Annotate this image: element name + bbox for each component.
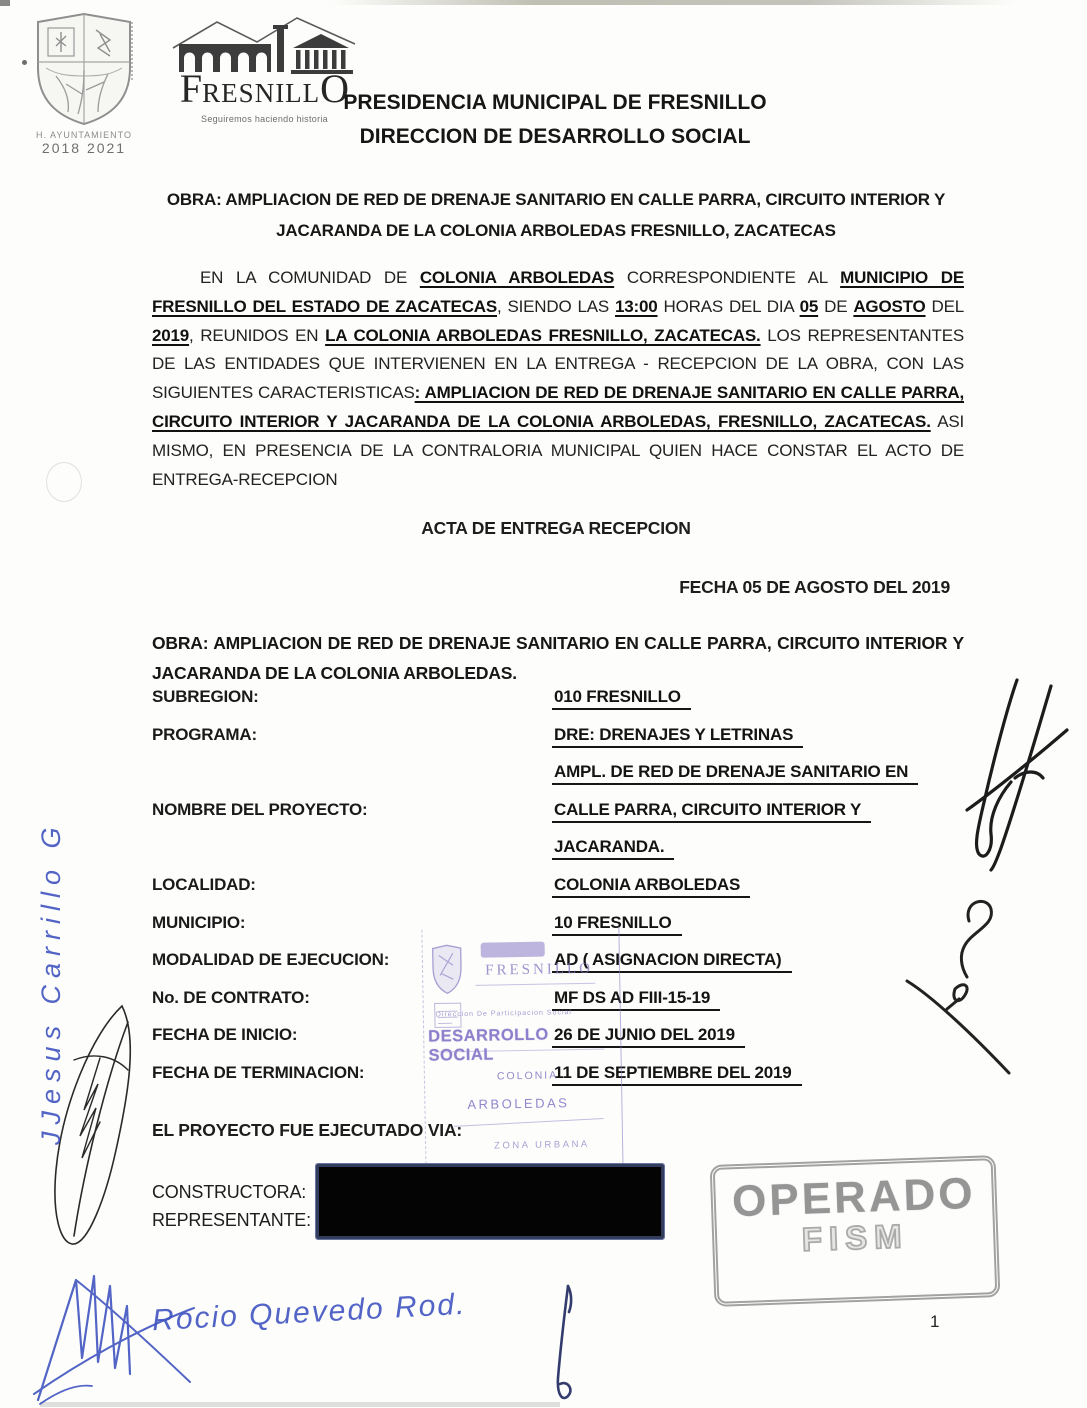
paragraph-segment: LA COLONIA ARBOLEDAS FRESNILLO, ZACATECAS. (325, 325, 761, 345)
paragraph-segment: MUNICIPIO DE FRESNILLO DEL ESTADO DE ZACATECAS (152, 268, 964, 316)
field-label: MUNICIPIO: (152, 912, 246, 932)
paragraph-segment: , REUNIDOS EN (189, 325, 326, 345)
field-label: PROGRAMA: (152, 724, 257, 744)
field-label: LOCALIDAD: (152, 874, 256, 894)
field-value: COLONIA ARBOLEDAS (552, 875, 750, 898)
acta-title: ACTA DE ENTREGA RECEPCION (421, 518, 691, 538)
paragraph-segment: , SIENDO LAS (496, 296, 616, 316)
field-value: JACARANDA. (552, 837, 674, 860)
stamp-crest-icon (429, 941, 467, 1034)
wordmark-initial: F (179, 66, 203, 111)
representante-label: REPRESENTANTE: (152, 1210, 311, 1230)
field-value: 11 DE SEPTIEMBRE DEL 2019 (552, 1063, 802, 1086)
signature-right-lower (903, 893, 1013, 1078)
field-label: MODALIDAD DE EJECUCION: (152, 950, 390, 970)
paragraph-segment: LOS REPRESENTANTES DE LAS ENTIDADES QUE INTERVIENEN EN LA ENTREGA - RECEPCION DE LA OBRA, CON LAS SIGUIENTES CARACTERISTICAS (152, 325, 964, 403)
operado-stamp-word: OPERADO (731, 1168, 977, 1227)
field-value: AD ( ASIGNACION DIRECTA) (552, 950, 792, 973)
stamp-department: DESARROLLO SOCIAL (428, 1025, 549, 1065)
field-label: FECHA DE INICIO: (152, 1025, 298, 1045)
field-value: 26 DE JUNIO DEL 2019 (552, 1025, 745, 1048)
scan-artifact-top (330, 0, 1015, 5)
scan-artifact-ring (46, 462, 82, 502)
title-line-1: PRESIDENCIA MUNICIPAL DE FRESNILLO (343, 91, 767, 114)
obra-paragraph: OBRA: AMPLIACION DE RED DE DRENAJE SANITARIO EN CALLE PARRA, CIRCUITO INTERIOR Y JACARANDA DE LA COLONIA ARBOLEDAS. (152, 633, 964, 683)
field-row (152, 837, 982, 875)
stamp-org-row (469, 946, 610, 979)
field-row (152, 875, 982, 913)
paragraph-segment: AGOSTO (853, 296, 926, 316)
operado-fism-stamp (710, 1155, 1001, 1307)
field-label: No. DE CONTRATO: (152, 987, 310, 1007)
field-value: MF DS AD FIII-15-19 (552, 988, 720, 1011)
crest-caption: H. AYUNTAMIENTO (35, 130, 132, 140)
crest-caption-years: 2018 2021 (41, 140, 127, 156)
stamp-arboledas: ARBOLEDAS (467, 1095, 570, 1112)
municipal-crest-block (26, 10, 142, 156)
field-label: SUBREGION: (152, 687, 259, 706)
paragraph-segment: HORAS DEL DIA (657, 296, 800, 316)
wordmark-body: RESNILL (202, 78, 321, 108)
field-label: FECHA DE TERMINACION: (152, 1062, 365, 1082)
signature-right-upper (955, 678, 1070, 873)
handwritten-bottom-name: Rocio Quevedo Rod. (151, 1287, 468, 1338)
field-value: AMPL. DE RED DE DRENAJE SANITARIO EN (552, 762, 918, 785)
paragraph-segment: EN LA COMUNIDAD DE (200, 268, 420, 287)
signature-vertical-stroke (532, 1282, 587, 1407)
constructora-label: CONSTRUCTORA: (152, 1182, 307, 1202)
fism-stamp-word: FISM (801, 1217, 910, 1258)
field-value: CALLE PARRA, CIRCUITO INTERIOR Y (552, 800, 871, 823)
page-number: 1 (930, 1312, 940, 1331)
paragraph-segment: ASI MISMO, EN PRESENCIA DE LA CONTRALORIA MUNICIPAL QUIEN HACE CONSTAR EL ACTO DE ENTREGA-RECEPCION (152, 411, 965, 489)
wordmark-final: O (320, 66, 350, 111)
document-title (305, 86, 805, 154)
field-value: DRE: DRENAJES Y LETRINAS (552, 725, 803, 748)
field-value: 010 FRESNILLO (552, 687, 691, 710)
stamp-subtitle: Direccion De Participacion Social (435, 1009, 572, 1019)
paragraph-segment: CORRESPONDIENTE AL (614, 268, 841, 287)
ejecutado-line: EL PROYECTO FUE EJECUTADO VIA: (152, 1120, 463, 1140)
paragraph-segment: DEL (925, 296, 965, 316)
field-label: NOMBRE DEL PROYECTO: (152, 799, 368, 819)
logo-tagline: Seguiremos haciendo historia (201, 114, 328, 124)
stamp-colonia: COLONIA (496, 1069, 559, 1083)
paragraph-segment: 05 (799, 296, 819, 316)
redaction-box (316, 1164, 664, 1239)
obra-heading: OBRA: AMPLIACION DE RED DE DRENAJE SANITARIO EN CALLE PARRA, CIRCUITO INTERIOR Y JACARANDA DE LA COLONIA ARBOLEDAS FRESNILLO, ZACATECAS (166, 190, 946, 240)
field-row (152, 800, 982, 838)
header-divider (131, 22, 133, 80)
handwritten-margin-name: JJesus Carrillo G (36, 820, 66, 1145)
stamp-rule (475, 983, 595, 986)
coat-of-arms-icon (26, 10, 142, 128)
field-row (152, 762, 982, 800)
title-line-2: DIRECCION DE DESARROLLO SOCIAL (359, 125, 751, 148)
field-value: 10 FRESNILLO (552, 913, 682, 936)
fecha-line: FECHA 05 DE AGOSTO DEL 2019 (679, 577, 950, 597)
scan-artifact-corner (0, 0, 10, 6)
paragraph-segment: COLONIA ARBOLEDAS (419, 268, 615, 287)
paragraph-segment: : AMPLIACION DE RED DE DRENAJE SANITARIO EN CALLE PARRA, CIRCUITO INTERIOR Y JACARANDA DE LA COLONIA ARBOLEDAS, FRESNILLO, ZACATECAS. (152, 383, 964, 431)
intro-paragraph (152, 264, 964, 494)
paragraph-segment: DE (818, 296, 854, 316)
field-row (152, 725, 982, 763)
paragraph-segment: 2019 (152, 325, 190, 345)
stamp-org-name: FRESNILLO (485, 960, 594, 979)
field-row (152, 687, 982, 725)
paragraph-segment: 13:00 (615, 296, 658, 316)
stamp-zona-urbana: ZONA URBANA (494, 1138, 590, 1152)
stamp-rule (454, 1118, 604, 1127)
